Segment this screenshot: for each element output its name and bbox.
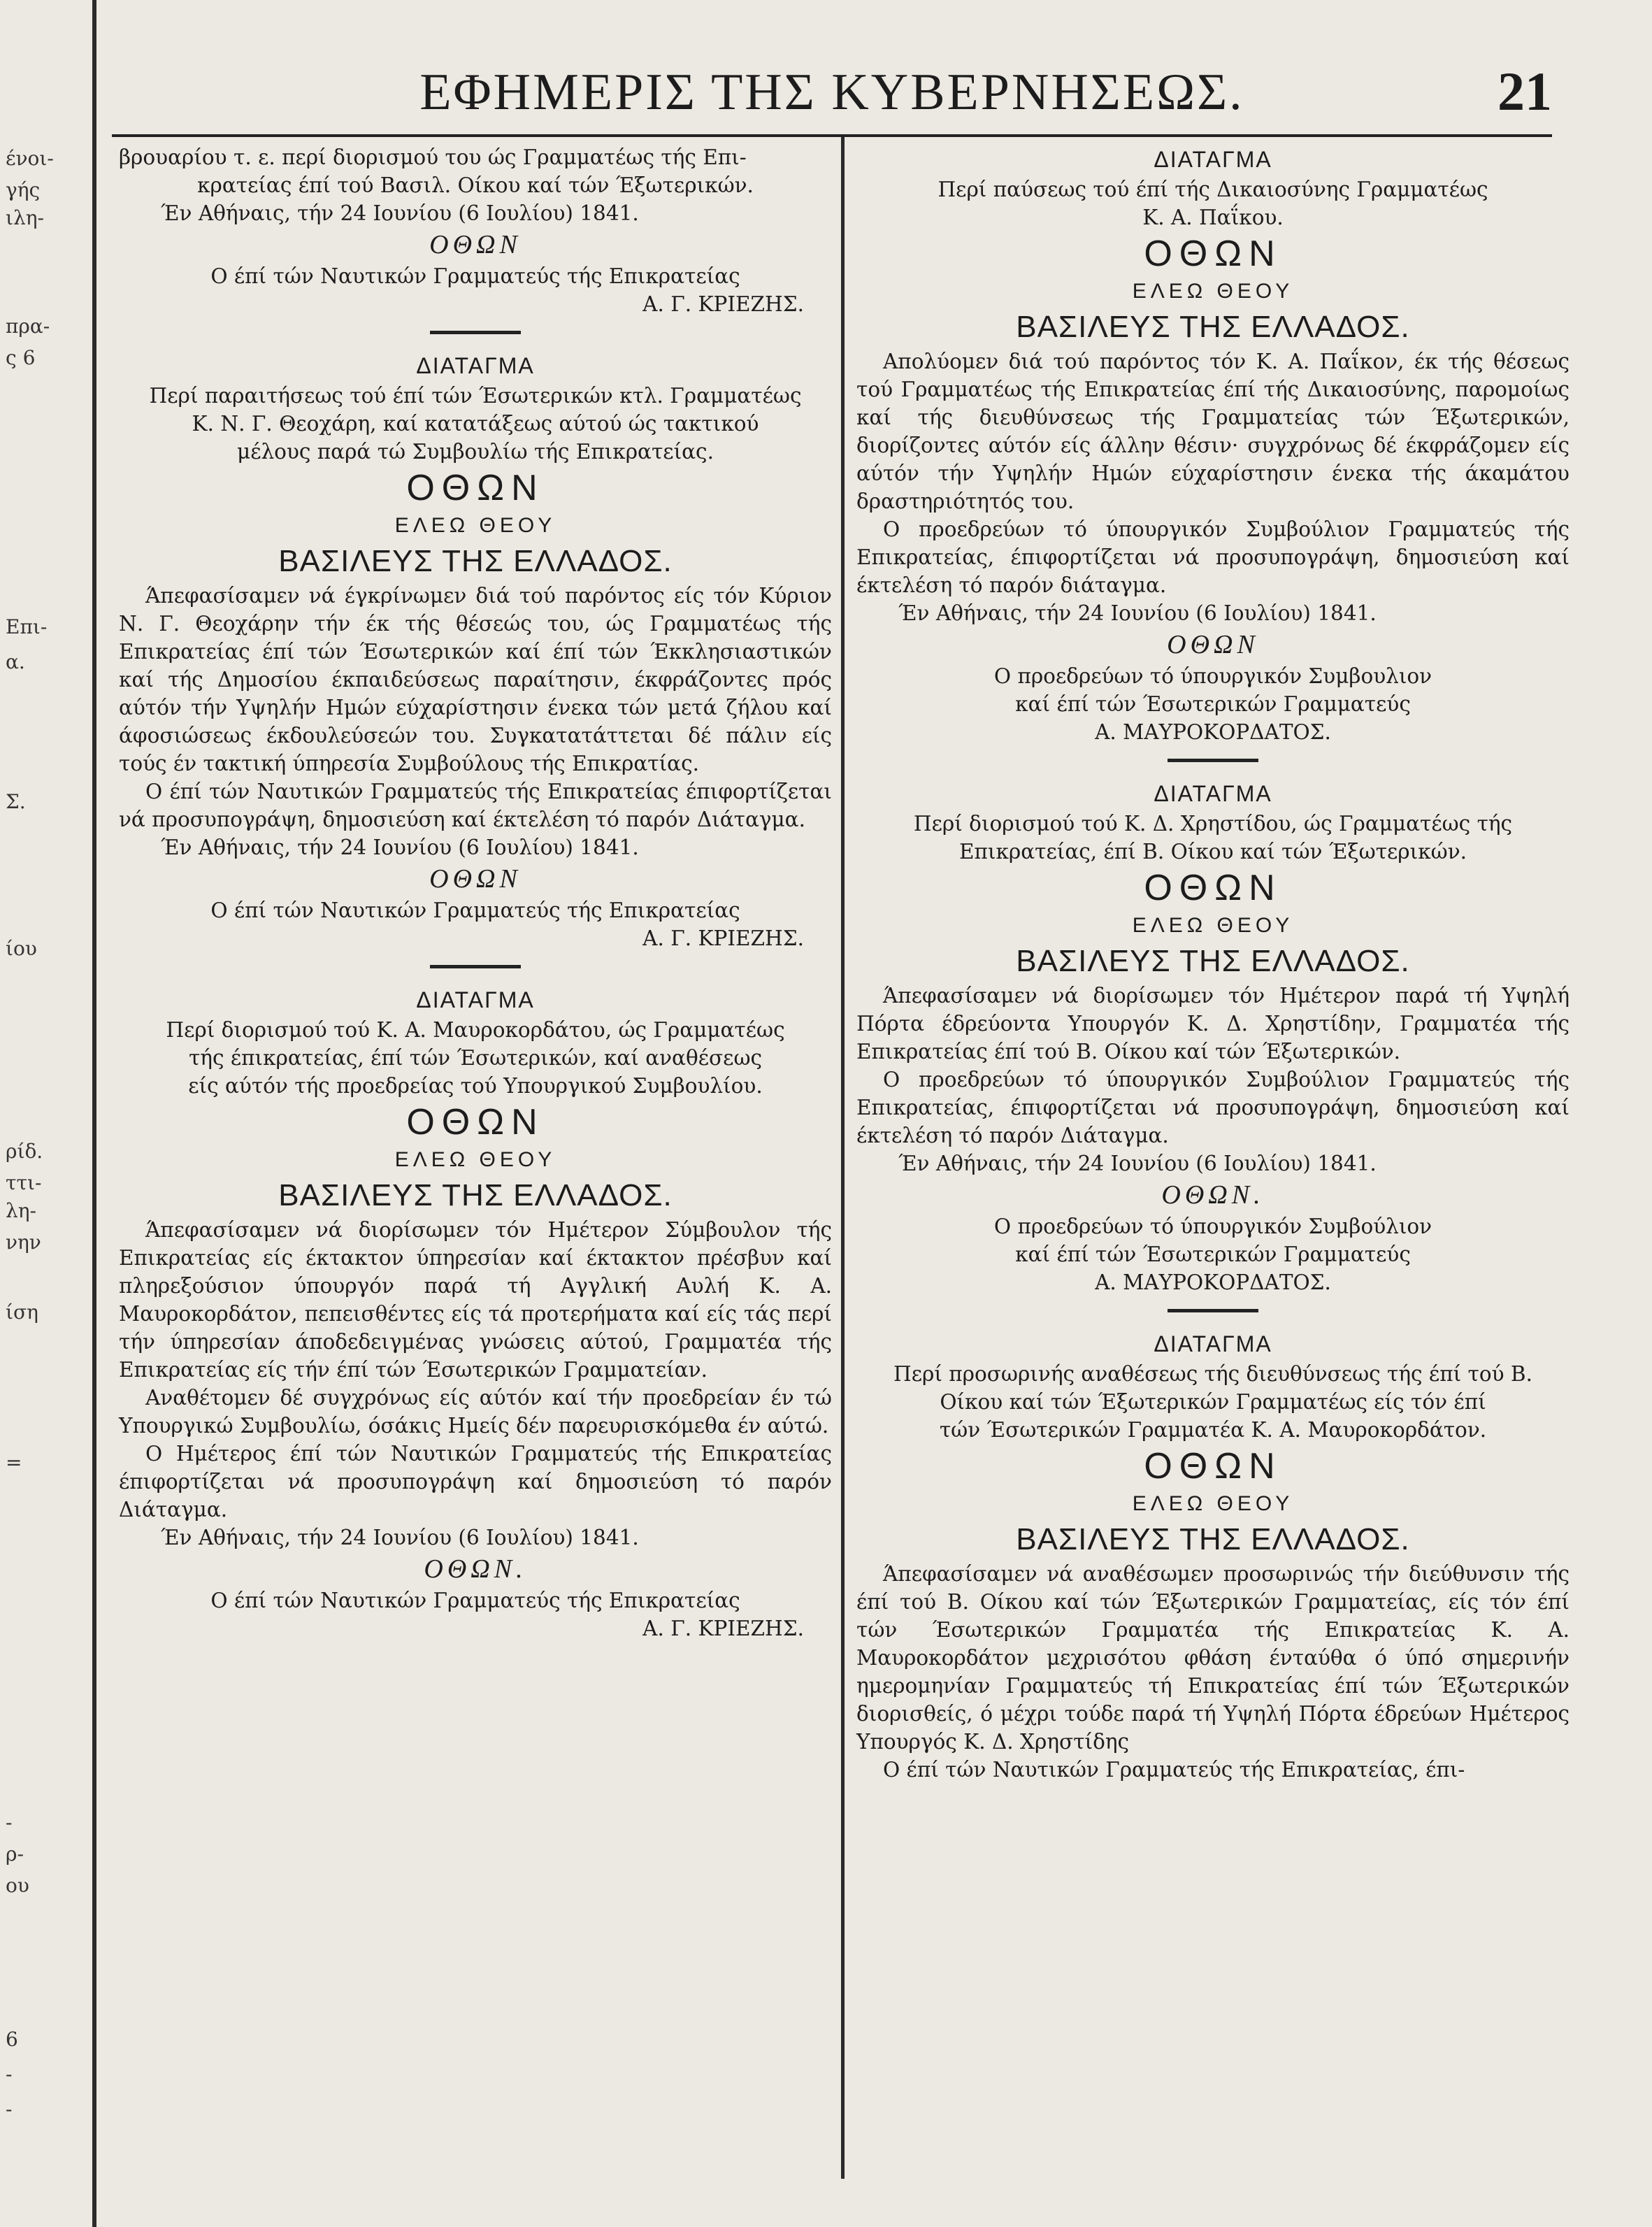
king-name: ΟΘΩΝ (406, 468, 545, 508)
page-header (112, 56, 1552, 133)
subject-line: Οίκου καί τών Έξωτερικών Γραμματέως είς τόν έπί (940, 1390, 1486, 1414)
decree-date: Έν Αθήναις, τήν 24 Ιουνίου (6 Ιουλίου) 1841. (898, 1152, 1377, 1175)
decree-paragraph: Άπεφασίσαμεν νά διορίσωμεν τόν Ημέτερον παρά τή Υψηλή Πόρτα έδρεύοντα Υπουργόν Κ. Δ. Χρηστίδην, Γραμματέα τής Επικρατείας έπί τού Β. Οίκου καί τών Έξωτερικών. (856, 984, 1570, 1064)
subject-line: Κ. Α. Παΐκου. (1142, 206, 1284, 229)
margin-fragment: ιλη- (6, 206, 44, 229)
grace-of-god: ΕΛΕΩ ΘΕΟΥ (1132, 280, 1294, 303)
subject-line: Περί διορισμού τού Κ. Α. Μαυροκορδάτου, ώς Γραμματέως (166, 1018, 785, 1042)
margin-fragment: Επι- (6, 615, 48, 638)
countersign-title: Ο προεδρεύων τό ύπουργικόν Συμβούλιον (993, 1215, 1432, 1238)
margin-fragment: ίση (6, 1301, 38, 1324)
countersign-name: Α. ΜΑΥΡΟΚΟΡΔΑΤΟΣ. (1095, 720, 1331, 744)
decree-date: Έν Αθήναις, τήν 24 Ιουνίου (6 Ιουλίου) 1841. (161, 1526, 639, 1549)
grace-of-god: ΕΛΕΩ ΘΕΟΥ (394, 514, 556, 537)
decree-interim-foreign (856, 1328, 1570, 1784)
decree-heading: ΔΙΑΤΑΓΜΑ (416, 353, 535, 378)
countersign-title: Ο έπί τών Ναυτικών Γραμματεύς τής Επικρατείας (210, 1589, 740, 1612)
subject-line: τής έπικρατείας, έπί τών Έσωτερικών, καί αναθέσεως (188, 1046, 763, 1070)
decree-paikos (856, 143, 1570, 746)
margin-fragment: ς 6 (6, 346, 36, 369)
margin-fragment: - (6, 2063, 13, 2086)
decree-paragraph: Αναθέτομεν δέ συγχρόνως είς αύτόν καί τήν προεδρείαν έν τώ Υπουργικώ Συμβουλίω, όσάκις Ημείς δέν παρευρισκόμεθα έν αύτώ. (119, 1386, 832, 1438)
subject-line: είς αύτόν τής προεδρείας τού Υπουργικού Συμβουλίου. (188, 1074, 763, 1098)
decree-paragraph: Άπεφασίσαμεν νά έγκρίνωμεν διά τού παρόντος είς τόν Κύριον Ν. Γ. Θεοχάρην τήν έκ τής θέσεώς του, ώς Γραμματέως τής Επικρατείας έπί τών Έσωτερικών καί έπί τών Έκκλησιαστικών καί τής Δημοσίου έκπαιδεύσεως παραίτησιν, έκφράζοντες πρός αύτόν τήν Υψηλήν Ημών εύχαρίστησιν ένεκα τών μετά ζήλου καί άφοσιώσεως έκδουλεύσεών του. Συγκατατάττεται δέ πάλιν είς τούς έν τακτική ύπηρεσία Συμβούλους τής Επικρατίας. (119, 584, 832, 775)
page-number: 21 (1497, 61, 1552, 122)
countersign-title: Ο έπί τών Ναυτικών Γραμματεύς τής Επικρατείας (210, 898, 740, 922)
grace-of-god: ΕΛΕΩ ΘΕΟΥ (1132, 1492, 1294, 1515)
decree-heading: ΔΙΑΤΑΓΜΑ (1154, 781, 1272, 806)
decree-paragraph: Άπεφασίσαμεν νά αναθέσωμεν προσωρινώς τήν διεύθυνσιν τής έπί τού Β. Οίκου καί τών Έξωτερικών Γραμματείας, είς τόν έπί τών Έσωτερικών Γραμματέα τής Επικρατείας Κ. Α. Μαυροκορδάτον μεχρισότου φθάση ένταύθα ό ύπό σημερινήν ημερομηνίαν Γραμματεύς τή Επικρατείας έπί τών Έξωτερικών διορισθείς, ό μέχρι τούδε παρά τή Υψηλή Πόρτα έδρεύων Ημέτερος Υπουργός Κ. Δ. Χρηστίδης (856, 1562, 1570, 1754)
margin-fragment: Σ. (6, 790, 26, 813)
king-signature: ΟΘΩΝ (429, 230, 522, 259)
continued-fragment (119, 143, 832, 199)
countersign-name: Α. Γ. ΚΡΙΕΖΗΣ. (642, 292, 804, 316)
decree-paragraph: Ο Ημέτερος έπί τών Ναυτικών Γραμματεύς τής Επικρατείας έπιφορτίζεται νά προσυπογράψη καί δημοσιεύση τό παρόν Διάταγμα. (119, 1442, 832, 1521)
decree-paragraph: Ο έπί τών Ναυτικών Γραμματεύς τής Επικρατείας έπιφορτίζεται νά προσυπογράψη, δημοσιεύση καί έκτελέση τό παρόν Διάταγμα. (119, 780, 832, 831)
separator (430, 965, 521, 968)
subject-line: μέλους παρά τώ Συμβουλίω τής Επικρατείας. (237, 440, 714, 464)
king-of-greece: ΒΑΣΙΛΕΥΣ ΤΗΣ ΕΛΛΑΔΟΣ. (1016, 944, 1410, 978)
decree-paragraph: Ο έπί τών Ναυτικών Γραμματεύς τής Επικρατείας, έπι- (883, 1758, 1465, 1782)
decree-paragraph: Ο προεδρεύων τό ύπουργικόν Συμβούλιον Γραμματεύς τής Επικρατείας, έπιφορτίζεται νά προσυπογράψη, δημοσιεύση καί έκτελέση τό παρόν διάταγμα. (856, 517, 1570, 597)
countersign-name: Α. Γ. ΚΡΙΕΖΗΣ. (642, 1617, 804, 1640)
margin-fragment: ένοι- (6, 147, 54, 170)
decree-subject (856, 176, 1570, 231)
king-of-greece: ΒΑΣΙΛΕΥΣ ΤΗΣ ΕΛΛΑΔΟΣ. (278, 1178, 673, 1212)
decree-mavrokordatos-interior (119, 984, 832, 1642)
king-name: ΟΘΩΝ (1144, 1446, 1282, 1487)
grace-of-god: ΕΛΕΩ ΘΕΟΥ (1132, 914, 1294, 937)
margin-fragment: α. (6, 650, 25, 673)
decree-paragraph: Άπεφασίσαμεν νά διορίσωμεν τόν Ημέτερον Σύμβουλον τής Επικρατείας είς έκτακτον ύπηρεσίαν καί έκτακτον πρέσβυν καί πληρεξούσιον ύπουργόν παρά τή Αγγλική Αυλή Κ. Α. Μαυροκορδάτον, πεπεισθέντες είς τά προτερήματα καί είς τάς περί τήν ύπηρεσίαν άποδεδειγμένας γνώσεις αύτού, Γραμματέα τής Επικρατείας είς τήν έπί τών Έσωτερικών Γραμματείαν. (119, 1218, 832, 1382)
king-of-greece: ΒΑΣΙΛΕΥΣ ΤΗΣ ΕΛΛΑΔΟΣ. (1016, 310, 1410, 344)
adjacent-page-margin (0, 98, 66, 2168)
margin-fragment: - (6, 1811, 13, 1834)
decree-theochari (119, 350, 832, 952)
separator (1168, 759, 1258, 762)
margin-fragment: ττι- (6, 1171, 42, 1194)
separator (1168, 1309, 1258, 1312)
king-signature: ΟΘΩΝ (429, 864, 522, 894)
decree-paragraph: Απολύομεν διά τού παρόντος τόν Κ. Α. Παΐκον, έκ τής θέσεως τού Γραμματέως τής Επικρατείας έπί τής Δικαιοσύνης, παρομοίως καί τής διευθύνσεως τής Γραμματείας τών Έξωτερικών, διορίζοντες αύτόν είς άλλην θέσιν· συγχρόνως δέ έκφράζομεν είς αύτόν τήν Υψηλήν Ημών εύχαρίστησιν ένεκα τής άκαμάτου δραστηριότητός του. (856, 350, 1570, 513)
countersign-title: Ο προεδρεύων τό ύπουργικόν Συμβουλιον (993, 664, 1432, 688)
margin-fragment: ρίδ. (6, 1140, 43, 1163)
margin-fragment: ου (6, 1874, 29, 1897)
decree-date: Έν Αθήναις, τήν 24 Ιουνίου (6 Ιουλίου) 1841. (898, 601, 1377, 625)
subject-line: τών Έσωτερικών Γραμματέα Κ. Α. Μαυροκορδάτον. (939, 1418, 1487, 1442)
margin-fragment: - (6, 2098, 13, 2121)
decree-subject (119, 1016, 832, 1100)
left-column (119, 143, 832, 1642)
margin-fragment: ρ- (6, 1842, 24, 1866)
decree-subject (856, 810, 1570, 866)
subject-line: Περί διορισμού τού Κ. Δ. Χρηστίδου, ώς Γραμματέως τής (913, 812, 1513, 836)
king-signature: ΟΘΩΝ (1167, 630, 1259, 659)
right-column (856, 143, 1570, 1784)
margin-fragment: ίου (6, 937, 37, 960)
separator (430, 331, 521, 334)
countersign-title: Ο έπί τών Ναυτικών Γραμματεύς τής Επικρατείας (210, 264, 740, 288)
decree-date: Έν Αθήναις, τήν 24 Ιουνίου (6 Ιουλίου) 1841. (161, 836, 639, 859)
king-name: ΟΘΩΝ (1144, 868, 1282, 908)
countersign-title: καί έπί τών Έσωτερικών Γραμματεύς (1015, 692, 1411, 716)
king-signature: ΟΘΩΝ. (1161, 1180, 1265, 1210)
margin-fragment: 6 (6, 2028, 18, 2051)
decree-heading: ΔΙΑΤΑΓΜΑ (1154, 1331, 1272, 1356)
countersign-title: καί έπί τών Έσωτερικών Γραμματεύς (1015, 1243, 1411, 1266)
subject-line: Περί παραιτήσεως τού έπί τών Έσωτερικών κτλ. Γραμματέως (149, 384, 802, 408)
king-name: ΟΘΩΝ (1144, 234, 1282, 274)
fragment-line: βρουαρίου τ. ε. περί διορισμού του ώς Γραμματέως τής Επι- (119, 145, 747, 169)
margin-fragment: γής (6, 178, 41, 201)
column-rule (841, 137, 845, 2179)
decree-date: Έν Αθήναις, τήν 24 Ιουνίου (6 Ιουλίου) 1841. (161, 201, 639, 225)
king-name: ΟΘΩΝ (406, 1102, 545, 1143)
king-signature: ΟΘΩΝ. (424, 1554, 527, 1584)
decree-heading: ΔΙΑΤΑΓΜΑ (1154, 147, 1272, 172)
margin-fragment: νην (6, 1231, 41, 1254)
gazette-title: ΕΦΗΜΕΡΙΣ ΤΗΣ ΚΥΒΕΡΝΗΣΕΩΣ. (419, 64, 1244, 121)
subject-line: Περί προσωρινής αναθέσεως τής διευθύνσεως τής έπί τού Β. (893, 1362, 1532, 1386)
grace-of-god: ΕΛΕΩ ΘΕΟΥ (394, 1148, 556, 1171)
header-rule (112, 134, 1552, 137)
decree-subject (856, 1360, 1570, 1444)
decree-heading: ΔΙΑΤΑΓΜΑ (416, 987, 535, 1012)
countersign-name: Α. Γ. ΚΡΙΕΖΗΣ. (642, 926, 804, 950)
margin-fragment: = (6, 1451, 22, 1474)
subject-line: Επικρατείας, έπί Β. Οίκου καί τών Έξωτερικών. (958, 840, 1467, 864)
subject-line: Κ. Ν. Γ. Θεοχάρη, καί κατατάξεως αύτού ώς τακτικού (192, 412, 759, 436)
binding-rule (92, 0, 96, 2227)
margin-fragment: λη- (6, 1199, 36, 1222)
king-of-greece: ΒΑΣΙΛΕΥΣ ΤΗΣ ΕΛΛΑΔΟΣ. (1016, 1522, 1410, 1556)
king-of-greece: ΒΑΣΙΛΕΥΣ ΤΗΣ ΕΛΛΑΔΟΣ. (278, 544, 673, 578)
fragment-line: κρατείας έπί τού Βασιλ. Οίκου καί τών Έξωτερικών. (197, 173, 754, 197)
subject-line: Περί παύσεως τού έπί τής Δικαιοσύνης Γραμματέως (938, 178, 1488, 201)
decree-subject (119, 382, 832, 466)
decree-christidis (856, 778, 1570, 1296)
countersign-name: Α. ΜΑΥΡΟΚΟΡΔΑΤΟΣ. (1095, 1270, 1331, 1294)
margin-fragment: πρα- (6, 315, 50, 338)
decree-paragraph: Ο προεδρεύων τό ύπουργικόν Συμβούλιον Γραμματεύς τής Επικρατείας, έπιφορτίζεται νά προσυπογράψη, δημοσιεύση καί έκτελέση τό παρόν Διάταγμα. (856, 1068, 1570, 1147)
